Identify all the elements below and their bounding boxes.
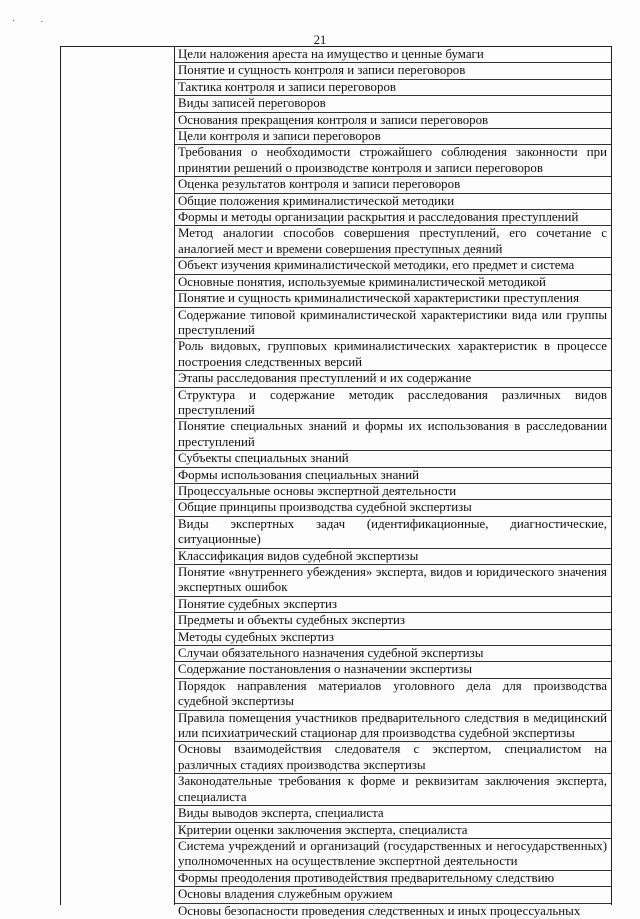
table-row: Понятие и сущность криминалистической характеристики преступления	[175, 291, 611, 307]
table-row: Тактика контроля и записи переговоров	[175, 80, 611, 96]
table-row: Правила помещения участников предварительного следствия в медицинский или психиатрический стационар для производства судебной экспертизы	[175, 711, 611, 743]
table-row: Понятие и сущность контроля и записи переговоров	[175, 63, 611, 79]
scan-mark: ·	[12, 16, 16, 27]
table-row: Содержание типовой криминалистической характеристики вида или группы преступлений	[175, 308, 611, 340]
table-row: Содержание постановления о назначении экспертизы	[175, 662, 611, 678]
table-row: Метод аналогии способов совершения преступлений, его сочетание с аналогией мест и времени совершения преступных деяний	[175, 226, 611, 258]
table-row: Субъекты специальных знаний	[175, 451, 611, 467]
table-row: Формы и методы организации раскрытия и расследования преступлений	[175, 210, 611, 226]
table-row: Понятие специальных знаний и формы их использования в расследовании преступлений	[175, 419, 611, 451]
table-row: Цели наложения ареста на имущество и ценные бумаги	[175, 47, 611, 63]
topics-column	[175, 47, 611, 919]
table-row: Основы взаимодействия следователя с экспертом, специалистом на различных стадиях производства экспертизы	[175, 742, 611, 774]
table-row: Система учреждений и организаций (государственных и негосударственных) уполномоченных на осуществление экспертной деятельности	[175, 839, 611, 871]
table-row: Предметы и объекты судебных экспертиз	[175, 613, 611, 629]
table-row: Основы безопасности проведения следственных и иных процессуальных	[178, 903, 581, 918]
table-row: Основы владения служебным оружием	[175, 887, 611, 903]
table-row: Формы использования специальных знаний	[175, 468, 611, 484]
table-row: Классификация видов судебной экспертизы	[175, 549, 611, 565]
table-row: Критерии оценки заключения эксперта, специалиста	[175, 823, 611, 839]
table-row: Формы преодоления противодействия предварительному следствию	[175, 871, 611, 887]
table-row: Виды записей переговоров	[175, 96, 611, 112]
table-row: Цели контроля и записи переговоров	[175, 129, 611, 145]
table-row: Объект изучения криминалистической методики, его предмет и система	[175, 258, 611, 274]
table-row: Понятие «внутреннего убеждения» эксперта, видов и юридического значения экспертных ошибок	[175, 565, 611, 597]
table-row: Основания прекращения контроля и записи переговоров	[175, 113, 611, 129]
table-row: Виды выводов эксперта, специалиста	[175, 806, 611, 822]
table-row: Роль видовых, групповых криминалистических характеристик в процессе построения следственных версий	[175, 339, 611, 371]
table-row: Виды экспертных задач (идентификационные, диагностические, ситуационные)	[175, 517, 611, 549]
table-row: Случаи обязательного назначения судебной экспертизы	[175, 646, 611, 662]
table-row: Порядок направления материалов уголовного дела для производства судебной экспертизы	[175, 679, 611, 711]
table-row: Оценка результатов контроля и записи переговоров	[175, 177, 611, 193]
table-row: Понятие судебных экспертиз	[175, 597, 611, 613]
page-number: 21	[313, 33, 327, 47]
table-row: Методы судебных экспертиз	[175, 630, 611, 646]
table-row: Этапы расследования преступлений и их содержание	[175, 371, 611, 387]
table-row: Законодательные требования к форме и реквизитам заключения эксперта, специалиста	[175, 774, 611, 806]
table-row: Процессуальные основы экспертной деятельности	[175, 484, 611, 500]
table-row: Основные понятия, используемые криминалистической методикой	[175, 275, 611, 291]
topics-table	[60, 46, 612, 918]
table-row: Структура и содержание методик расследования различных видов преступлений	[175, 388, 611, 420]
table-row: Требования о необходимости строжайшего соблюдения законности при принятии решений о производстве контроля и записи переговоров	[175, 145, 611, 177]
table-row: Общие положения криминалистической методики	[175, 194, 611, 210]
scan-mark: ˙	[40, 20, 44, 31]
table-row: Общие принципы производства судебной экспертизы	[175, 500, 611, 516]
